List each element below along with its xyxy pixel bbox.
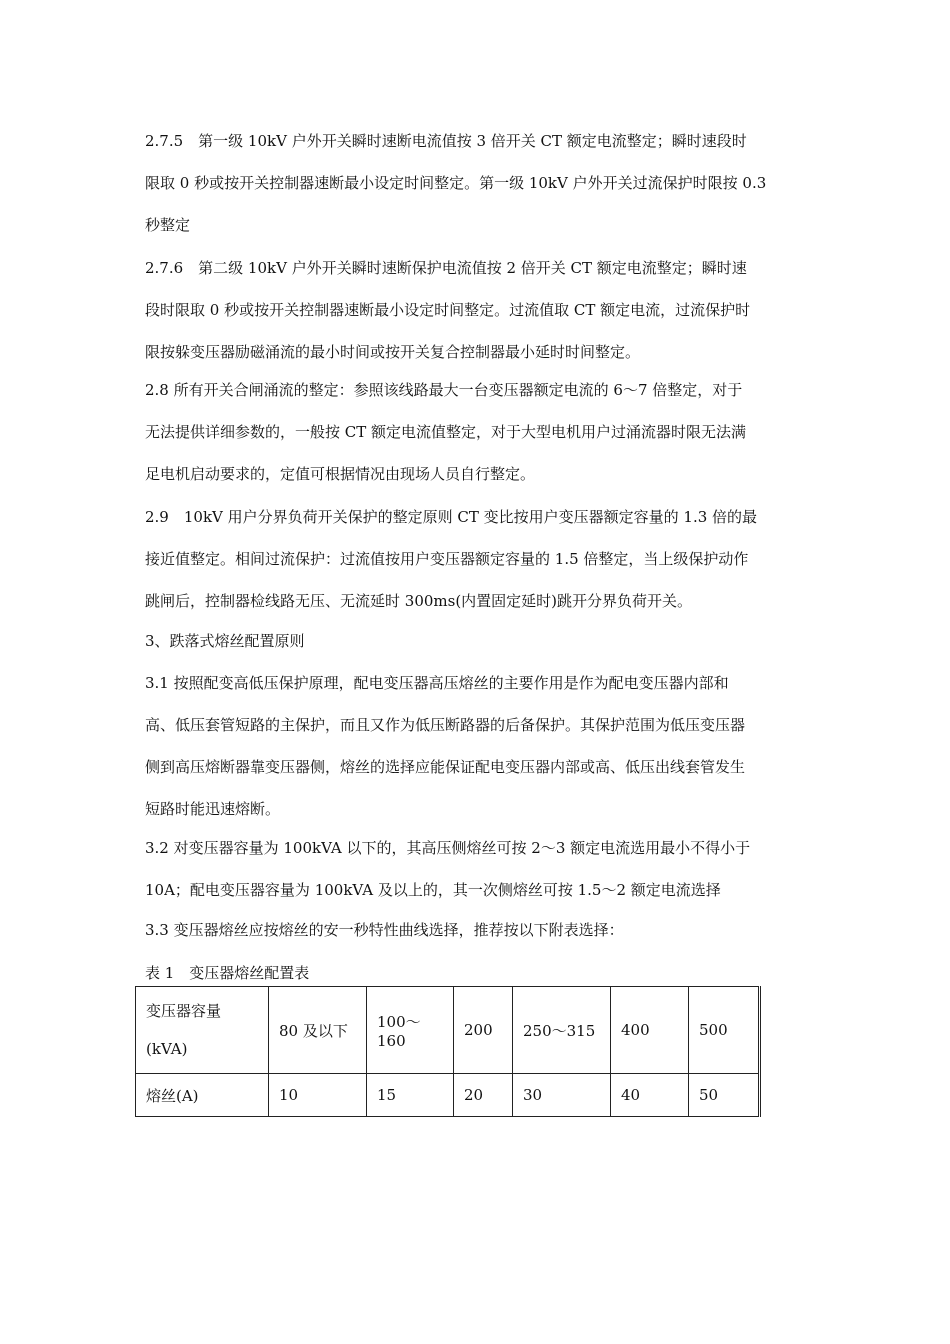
- header-label-line: 变压器容量: [146, 1002, 222, 1020]
- table-cell: 500: [689, 987, 760, 1074]
- paragraph-2-8: [145, 369, 815, 495]
- text-line: 侧到高压熔断器靠变压器侧，熔丝的选择应能保证配电变压器内部或高、低压出线套管发生: [145, 758, 746, 776]
- text-line: 限按躲变压器励磁涌流的最小时间或按开关复合控制器最小延时时间整定。: [145, 343, 641, 361]
- table-cell: 400: [611, 987, 689, 1074]
- text-line: 无法提供详细参数的，一般按 CT 额定电流值整定，对于大型电机用户过涌流器时限无法满: [145, 423, 747, 441]
- table-cell: 200: [454, 987, 513, 1074]
- table-row-fuse: [136, 1074, 760, 1117]
- text-line: 2.7.6 第二级 10kV 户外开关瞬时速断保护电流值按 2 倍开关 CT 额定电流整定；瞬时速: [145, 259, 747, 277]
- text-line: 跳闸后，控制器检线路无压、无流延时 300ms(内置固定延时)跳开分界负荷开关。: [145, 592, 693, 610]
- text-line: 段时限取 0 秒或按开关控制器速断最小设定时间整定。过流值取 CT 额定电流，过流保护时: [145, 301, 751, 319]
- table-cell: 250～315: [513, 987, 611, 1074]
- text-line: 3.3 变压器熔丝应按熔丝的安一秒特性曲线选择，推荐按以下附表选择：: [145, 921, 624, 939]
- paragraph-2-7-6: [145, 247, 815, 373]
- text-line: 3.1 按照配变高低压保护原理，配电变压器高压熔丝的主要作用是作为配电变压器内部和: [145, 674, 729, 692]
- table-row-capacity: [136, 987, 760, 1074]
- text-line: 足电机启动要求的，定值可根据情况由现场人员自行整定。: [145, 465, 536, 483]
- text-line: 高、低压套管短路的主保护，而且又作为低压断路器的后备保护。其保护范围为低压变压器: [145, 716, 746, 734]
- paragraph-2-9: [145, 496, 815, 622]
- table-cell: 50: [689, 1074, 760, 1117]
- text-line: 2.9 10kV 用户分界负荷开关保护的整定原则 CT 变比按用户变压器额定容量的 1.3 倍的最: [145, 508, 758, 526]
- text-line: 10A；配电变压器容量为 100kVA 及以上的，其一次侧熔丝可按 1.5～2 额定电流选择: [145, 881, 721, 899]
- table-cell: 30: [513, 1074, 611, 1117]
- table-cell: 15: [367, 1074, 454, 1117]
- text-line: 秒整定: [145, 216, 191, 234]
- table-cell: 80 及以下: [269, 987, 367, 1074]
- text-line: 2.7.5 第一级 10kV 户外开关瞬时速断电流值按 3 倍开关 CT 额定电流整定；瞬时速段时: [145, 132, 747, 150]
- paragraph-2-7-5: [145, 120, 815, 246]
- table-cell: 100～160: [367, 987, 454, 1074]
- header-label-unit: (kVA): [146, 1040, 188, 1058]
- section-heading-3: [145, 620, 815, 662]
- table-header-cell: 熔丝(A): [136, 1074, 269, 1117]
- paragraph-3-1: [145, 662, 815, 830]
- table-cell: 10: [269, 1074, 367, 1117]
- paragraph-3-3: [145, 909, 815, 951]
- paragraph-3-2: [145, 827, 815, 911]
- table-cell: 40: [611, 1074, 689, 1117]
- text-line: 限取 0 秒或按开关控制器速断最小设定时间整定。第一级 10kV 户外开关过流保护时限按 0.3: [145, 174, 767, 192]
- table-header-cell: [136, 987, 269, 1074]
- heading-text: 3、跌落式熔丝配置原则: [145, 632, 305, 650]
- text-line: 接近值整定。相间过流保护：过流值按用户变压器额定容量的 1.5 倍整定，当上级保护动作: [145, 550, 749, 568]
- table-cell: 20: [454, 1074, 513, 1117]
- table-caption: 表 1 变压器熔丝配置表: [145, 964, 310, 982]
- fuse-config-table: [135, 986, 761, 1117]
- text-line: 3.2 对变压器容量为 100kVA 以下的，其高压侧熔丝可按 2～3 额定电流选用最小不得小于: [145, 839, 751, 857]
- text-line: 2.8 所有开关合闸涌流的整定：参照该线路最大一台变压器额定电流的 6～7 倍整定，对于: [145, 381, 743, 399]
- text-line: 短路时能迅速熔断。: [145, 800, 281, 818]
